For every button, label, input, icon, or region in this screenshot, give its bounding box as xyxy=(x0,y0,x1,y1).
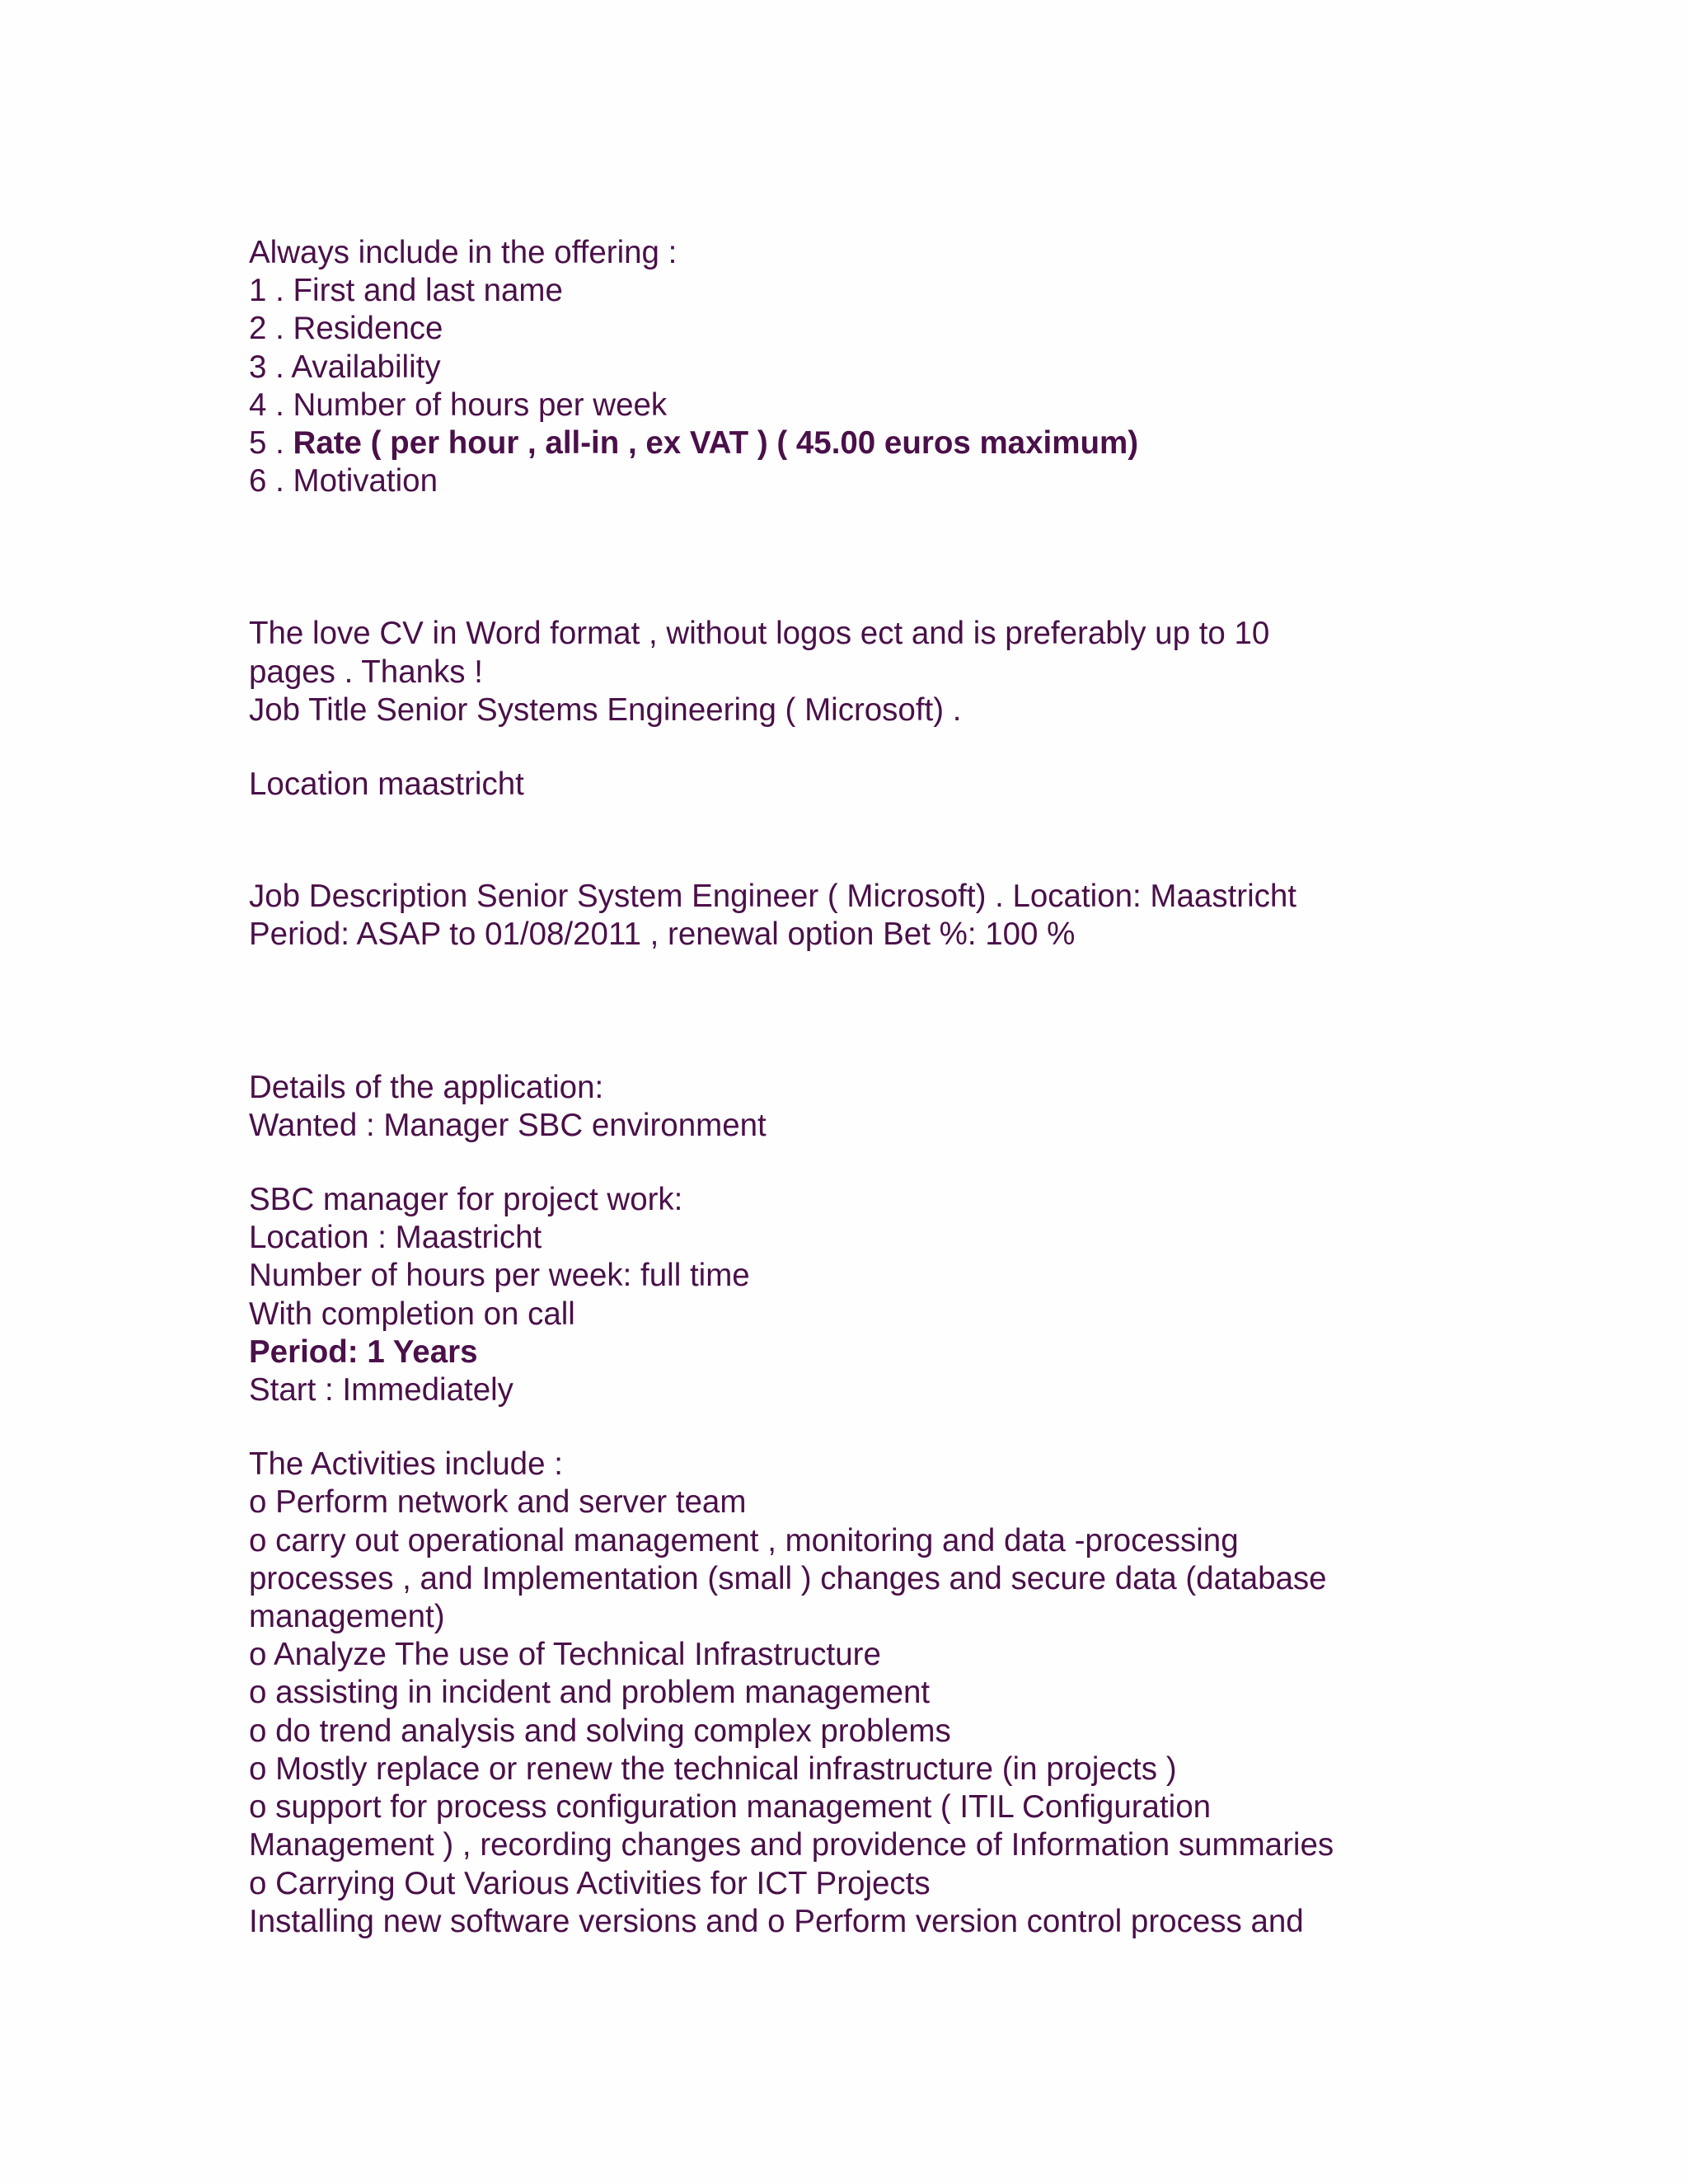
sbc-completion: With completion on call xyxy=(249,1296,575,1332)
cv-note-line: pages . Thanks ! xyxy=(249,654,483,690)
activity-line: o Perform network and server team xyxy=(249,1484,747,1521)
activity-line: o Carrying Out Various Activities for ICT Projects xyxy=(249,1865,931,1901)
activity-line: o Analyze The use of Technical Infrastructure xyxy=(249,1637,881,1673)
sbc-hours: Number of hours per week: full time xyxy=(249,1258,750,1294)
offering-item: 2 . Residence xyxy=(249,311,443,347)
location-line: Location maastricht xyxy=(249,766,524,803)
application-wanted: Wanted : Manager SBC environment xyxy=(249,1107,767,1143)
document-body xyxy=(249,234,1485,1941)
job-description-line: Job Description Senior System Engineer ( Microsoft) . Location: Maastricht xyxy=(249,879,1297,915)
sbc-start: Start : Immediately xyxy=(249,1372,513,1408)
sbc-heading: SBC manager for project work: xyxy=(249,1182,683,1218)
activity-line: o carry out operational management , monitoring and data -processing xyxy=(249,1522,1239,1558)
activity-line: Installing new software versions and o Perform version control process and xyxy=(249,1903,1304,1939)
activities-heading: The Activities include : xyxy=(249,1446,563,1483)
sbc-location: Location : Maastricht xyxy=(249,1220,542,1256)
job-title: Job Title Senior Systems Engineering ( Microsoft) . xyxy=(249,691,962,728)
offering-item: 3 . Availability xyxy=(249,349,441,385)
offering-item: 1 . First and last name xyxy=(249,273,563,309)
application-heading: Details of the application: xyxy=(249,1069,604,1105)
offering-item: 4 . Number of hours per week xyxy=(249,387,668,423)
activity-line: processes , and Implementation (small ) changes and secure data (database xyxy=(249,1560,1327,1596)
cv-note-line: The love CV in Word format , without logos ect and is preferably up to 10 xyxy=(249,616,1270,652)
activity-line: o do trend analysis and solving complex problems xyxy=(249,1713,951,1749)
offering-item-rate: 5 . Rate ( per hour , all-in , ex VAT ) ( 45.00 euros maximum) xyxy=(249,425,1139,462)
offering-heading: Always include in the offering : xyxy=(249,235,678,270)
activity-line: o support for process configuration management ( ITIL Configuration xyxy=(249,1789,1212,1825)
activity-line: o assisting in incident and problem management xyxy=(249,1675,931,1711)
job-description-period: Period: ASAP to 01/08/2011 , renewal option Bet %: 100 % xyxy=(249,916,1076,953)
activity-line: Management ) , recording changes and providence of Information summaries xyxy=(249,1827,1334,1863)
sbc-period: Period: 1 Years xyxy=(249,1333,478,1370)
activity-line: o Mostly replace or renew the technical infrastructure (in projects ) xyxy=(249,1750,1177,1787)
offering-item: 6 . Motivation xyxy=(249,463,438,499)
activity-line: management) xyxy=(249,1599,445,1635)
